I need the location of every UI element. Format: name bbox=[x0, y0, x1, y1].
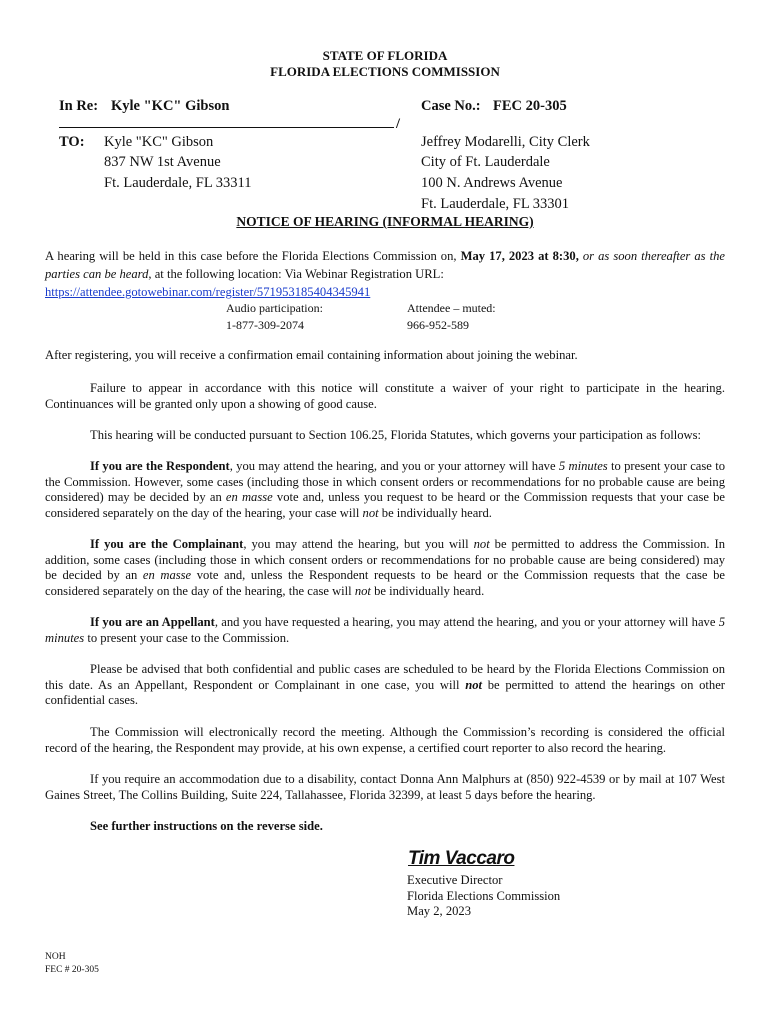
to-left-line-2: 837 NW 1st Avenue bbox=[104, 154, 221, 170]
failure-text: Failure to appear in accordance with this notice will constitute a waiver of your right to participate in the hearing. Continuances will be granted only upon a showing of good cause. bbox=[45, 381, 725, 411]
accommodation-paragraph bbox=[45, 772, 725, 803]
appellant-em-1: 5 minutes bbox=[45, 615, 725, 645]
complainant-em-3: not bbox=[354, 583, 371, 598]
attendee-number: 966-952-589 bbox=[407, 318, 469, 332]
hearing-paragraph bbox=[45, 247, 725, 301]
complainant-text-4: be individually heard. bbox=[370, 583, 485, 598]
appellant-lead: If you are an Appellant bbox=[90, 615, 215, 629]
complainant-text-1: , you may attend the hearing, but you will bbox=[243, 537, 474, 551]
signature-date: May 2, 2023 bbox=[407, 904, 472, 919]
hearing-soon: or as soon thereafter as the parties can be heard bbox=[45, 249, 725, 281]
signature-org: Florida Elections Commission bbox=[407, 888, 561, 903]
footer-case: FEC # 20-305 bbox=[45, 965, 99, 975]
in-re-label: In Re: bbox=[59, 98, 99, 114]
to-right-line-2: City of Ft. Lauderdale bbox=[421, 154, 550, 170]
hearing-location: , at the following location: Via Webinar Registration URL: bbox=[148, 267, 444, 281]
caption-rule bbox=[59, 127, 394, 128]
complainant-text-2: be permitted to address the Commission. In addition, some cases (including those in which consent orders or recommendations for no probable cause are being considered) may be decided by an bbox=[45, 537, 725, 583]
signature: Tim Vaccaro bbox=[408, 848, 515, 869]
complainant-paragraph bbox=[45, 537, 725, 599]
in-re-name: Kyle "KC" Gibson bbox=[111, 98, 230, 114]
to-right-line-3: 100 N. Andrews Avenue bbox=[421, 175, 563, 191]
signature-title: Executive Director bbox=[407, 873, 503, 887]
respondent-em-1: 5 minutes bbox=[558, 459, 608, 473]
complainant-em-2: en masse bbox=[142, 568, 192, 583]
to-left-line-3: Ft. Lauderdale, FL 33311 bbox=[104, 175, 252, 191]
audio-number: 1-877-309-2074 bbox=[226, 318, 304, 332]
audio-label: Audio participation: bbox=[226, 301, 323, 315]
notice-title: NOTICE OF HEARING (INFORMAL HEARING) bbox=[236, 214, 534, 229]
reverse-text: See further instructions on the reverse side. bbox=[90, 819, 323, 833]
case-number: FEC 20-305 bbox=[493, 98, 567, 114]
to-right-line-4: Ft. Lauderdale, FL 33301 bbox=[421, 196, 570, 212]
caption-slash: / bbox=[396, 116, 401, 132]
to-left-line-1: Kyle "KC" Gibson bbox=[104, 134, 214, 150]
after-registering-paragraph: After registering, you will receive a confirmation email containing information about joining the webinar. bbox=[45, 348, 578, 362]
section-paragraph bbox=[45, 428, 725, 444]
header-commission: FLORIDA ELECTIONS COMMISSION bbox=[270, 64, 500, 79]
webinar-registration-link[interactable]: https://attendee.gotowebinar.com/register/571953185404345941 bbox=[45, 285, 371, 299]
appellant-text-2: to present your case to the Commission. bbox=[84, 630, 290, 645]
header-state: STATE OF FLORIDA bbox=[322, 48, 448, 63]
advised-paragraph bbox=[45, 662, 725, 709]
record-text: The Commission will electronically record the meeting. Although the Commission’s recording is considered the official record of the hearing, the Respondent may provide, at his own expense, a certified court reporter to also record the hearing. bbox=[45, 725, 725, 755]
appellant-paragraph bbox=[45, 615, 725, 646]
respondent-text-4: be individually heard. bbox=[378, 505, 492, 520]
hearing-intro: A hearing will be held in this case before the Florida Elections Commission on, bbox=[45, 249, 457, 263]
section-text: This hearing will be conducted pursuant to Section 106.25, Florida Statutes, which governs your participation as follows: bbox=[90, 428, 702, 442]
respondent-em-3: not bbox=[362, 505, 379, 520]
failure-paragraph bbox=[45, 381, 725, 412]
appellant-text-1: , and you have requested a hearing, you may attend the hearing, and you or your attorney will have bbox=[214, 615, 719, 629]
complainant-em-1: not bbox=[473, 537, 490, 551]
accommodation-text: If you require an accommodation due to a disability, contact Donna Ann Malphurs at (850) 922-4539 or by mail at 107 West Gaines Street, The Collins Building, Suite 224, Tallahassee, Florida 32399, at least 5 days before the hearing. bbox=[45, 772, 725, 802]
respondent-lead: If you are the Respondent bbox=[90, 459, 230, 473]
to-label: TO: bbox=[59, 134, 85, 150]
respondent-paragraph bbox=[45, 459, 725, 521]
respondent-text-3: vote and, unless you request to be heard or the Commission requests that your case be considered separately on the day of the hearing, your case will bbox=[45, 490, 725, 520]
respondent-text-2: to present your case to the Commission. However, some cases (including those in which consent orders or recommendations for no probable cause are being considered) may be decided by an bbox=[45, 459, 725, 505]
record-paragraph bbox=[45, 725, 725, 756]
attendee-label: Attendee – muted: bbox=[407, 301, 496, 315]
case-label: Case No.: bbox=[421, 98, 481, 114]
complainant-text-3: vote and, unless the Respondent requests to be heard or the Commission requests that the case be considered separately on the day of the hearing, the case will bbox=[45, 568, 725, 598]
respondent-em-2: en masse bbox=[225, 490, 273, 505]
reverse-side-note bbox=[45, 819, 725, 835]
signature-block bbox=[407, 873, 560, 920]
advised-text-1: Please be advised that both confidential and public cases are scheduled to be heard by the Florida Elections Commission on this date. As an Appellant, Respondent or Complainant in one case, you will bbox=[45, 662, 725, 692]
hearing-date: May 17, 2023 at 8:30, bbox=[460, 249, 579, 263]
respondent-text-1: , you may attend the hearing, and you or your attorney will have bbox=[229, 459, 559, 473]
advised-text-2: be permitted to attend the hearings on other confidential cases. bbox=[45, 677, 725, 708]
advised-em-1: not bbox=[465, 677, 483, 692]
footer-noh: NOH bbox=[45, 952, 66, 962]
complainant-lead: If you are the Complainant bbox=[90, 537, 244, 551]
to-right-line-1: Jeffrey Modarelli, City Clerk bbox=[421, 134, 590, 150]
